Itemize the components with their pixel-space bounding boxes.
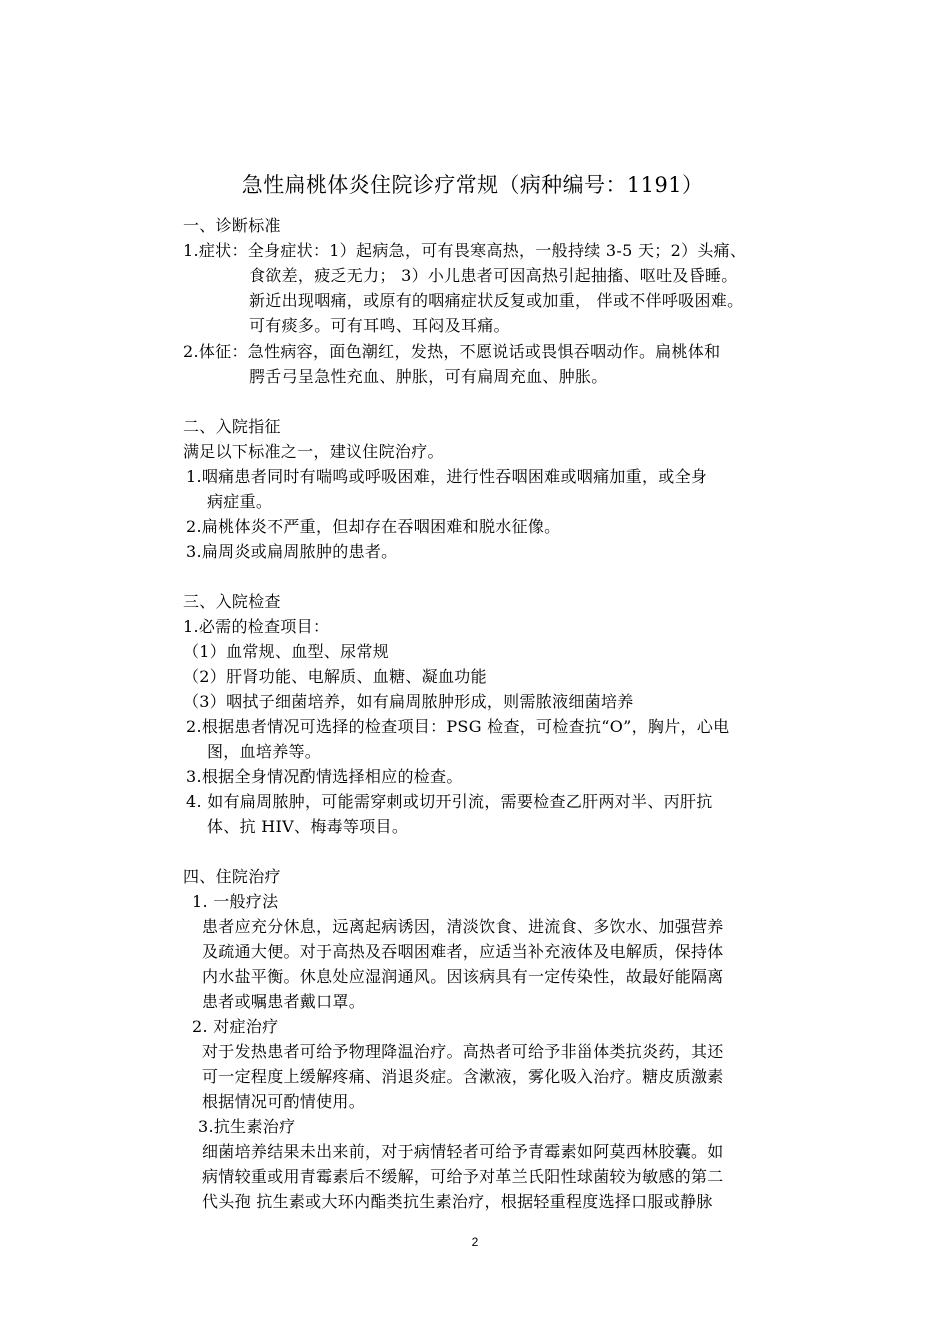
- treatment-paragraph-line: 及疏通大便。对于高热及吞咽困难者，应适当补充液体及电解质，保持体: [202, 942, 724, 961]
- treatment-paragraph-line: 患者应充分休息，远离起病诱因，清淡饮食、进流食、多饮水、加强营养: [202, 917, 724, 936]
- treatment-subheading: 1. 一般疗法: [192, 892, 279, 911]
- symptoms-line: 新近出现咽痛，或原有的咽痛症状反复或加重， 伴或不伴呼吸困难。: [249, 291, 744, 310]
- symptoms-line: 1.症状：全身症状：1）起病急，可有畏寒高热，一般持续 3-5 天；2）头痛、: [183, 241, 747, 260]
- symptoms-line: 可有痰多。可有耳鸣、耳闷及耳痛。: [249, 316, 510, 335]
- exam-line: （3）咽拭子细菌培养，如有扁周脓肿形成，则需脓液细菌培养: [183, 692, 634, 711]
- exam-line: 体、抗 HIV、梅毒等项目。: [207, 817, 409, 836]
- exam-line: （2）肝肾功能、电解质、血糖、凝血功能: [183, 667, 487, 686]
- treatment-paragraph-line: 患者或嘱患者戴口罩。: [202, 992, 366, 1011]
- exam-line: 4. 如有扁周脓肿，可能需穿刺或切开引流，需要检查乙肝两对半、丙肝抗: [186, 792, 713, 811]
- exam-line: 图，血培养等。: [207, 742, 322, 761]
- exam-line: 1.必需的检查项目：: [183, 617, 330, 636]
- symptoms-line: 食欲差，疲乏无力； 3）小儿患者可因高热引起抽搐、呕吐及昏睡。: [249, 266, 738, 285]
- section-heading-treatment: 四、住院治疗: [183, 867, 281, 886]
- document-title: 急性扁桃体炎住院诊疗常规（病种编号：1191）: [241, 173, 704, 197]
- exam-line: （1）血常规、血型、尿常规: [183, 642, 390, 661]
- page-number: 2: [471, 1235, 479, 1249]
- signs-line: 2.体征：急性病容，面色潮红，发热，不愿说话或畏惧吞咽动作。扁桃体和: [183, 342, 721, 361]
- admission-criterion: 1.咽痛患者同时有喘鸣或呼吸困难，进行性吞咽困难或咽痛加重，或全身: [186, 467, 708, 486]
- section-heading-admission: 二、入院指征: [183, 417, 281, 436]
- section-heading-exams: 三、入院检查: [183, 592, 281, 611]
- treatment-paragraph-line: 病情较重或用青霉素后不缓解，可给予对革兰氏阳性球菌较为敏感的第二: [202, 1167, 724, 1186]
- treatment-paragraph-line: 对于发热患者可给予物理降温治疗。高热者可给予非甾体类抗炎药，其还: [202, 1042, 724, 1061]
- exam-line: 2.根据患者情况可选择的检查项目：PSG 检查，可检查抗“O”，胸片，心电: [186, 717, 730, 736]
- admission-criterion: 病症重。: [207, 492, 273, 511]
- admission-intro: 满足以下标准之一，建议住院治疗。: [183, 442, 444, 461]
- signs-line: 腭舌弓呈急性充血、肿胀，可有扁周充血、肿胀。: [249, 367, 608, 386]
- treatment-subheading: 2. 对症治疗: [192, 1017, 279, 1036]
- treatment-paragraph-line: 可一定程度上缓解疼痛、消退炎症。含漱液，雾化吸入治疗。糖皮质激素: [202, 1067, 724, 1086]
- section-heading-diagnosis: 一、诊断标准: [183, 216, 281, 235]
- treatment-paragraph-line: 内水盐平衡。休息处应湿润通风。因该病具有一定传染性，故最好能隔离: [202, 967, 724, 986]
- treatment-paragraph-line: 根据情况可酌情使用。: [202, 1092, 366, 1111]
- treatment-subheading: 3.抗生素治疗: [198, 1117, 296, 1136]
- admission-criterion: 3.扁周炎或扁周脓肿的患者。: [186, 542, 398, 561]
- admission-criterion: 2.扁桃体炎不严重，但却存在吞咽困难和脱水征像。: [186, 517, 561, 536]
- exam-line: 3.根据全身情况酌情选择相应的检查。: [186, 767, 463, 786]
- treatment-paragraph-line: 细菌培养结果未出来前，对于病情轻者可给予青霉素如阿莫西林胶囊。如: [202, 1142, 724, 1161]
- treatment-paragraph-line: 代头孢 抗生素或大环内酯类抗生素治疗，根据轻重程度选择口服或静脉: [202, 1192, 713, 1211]
